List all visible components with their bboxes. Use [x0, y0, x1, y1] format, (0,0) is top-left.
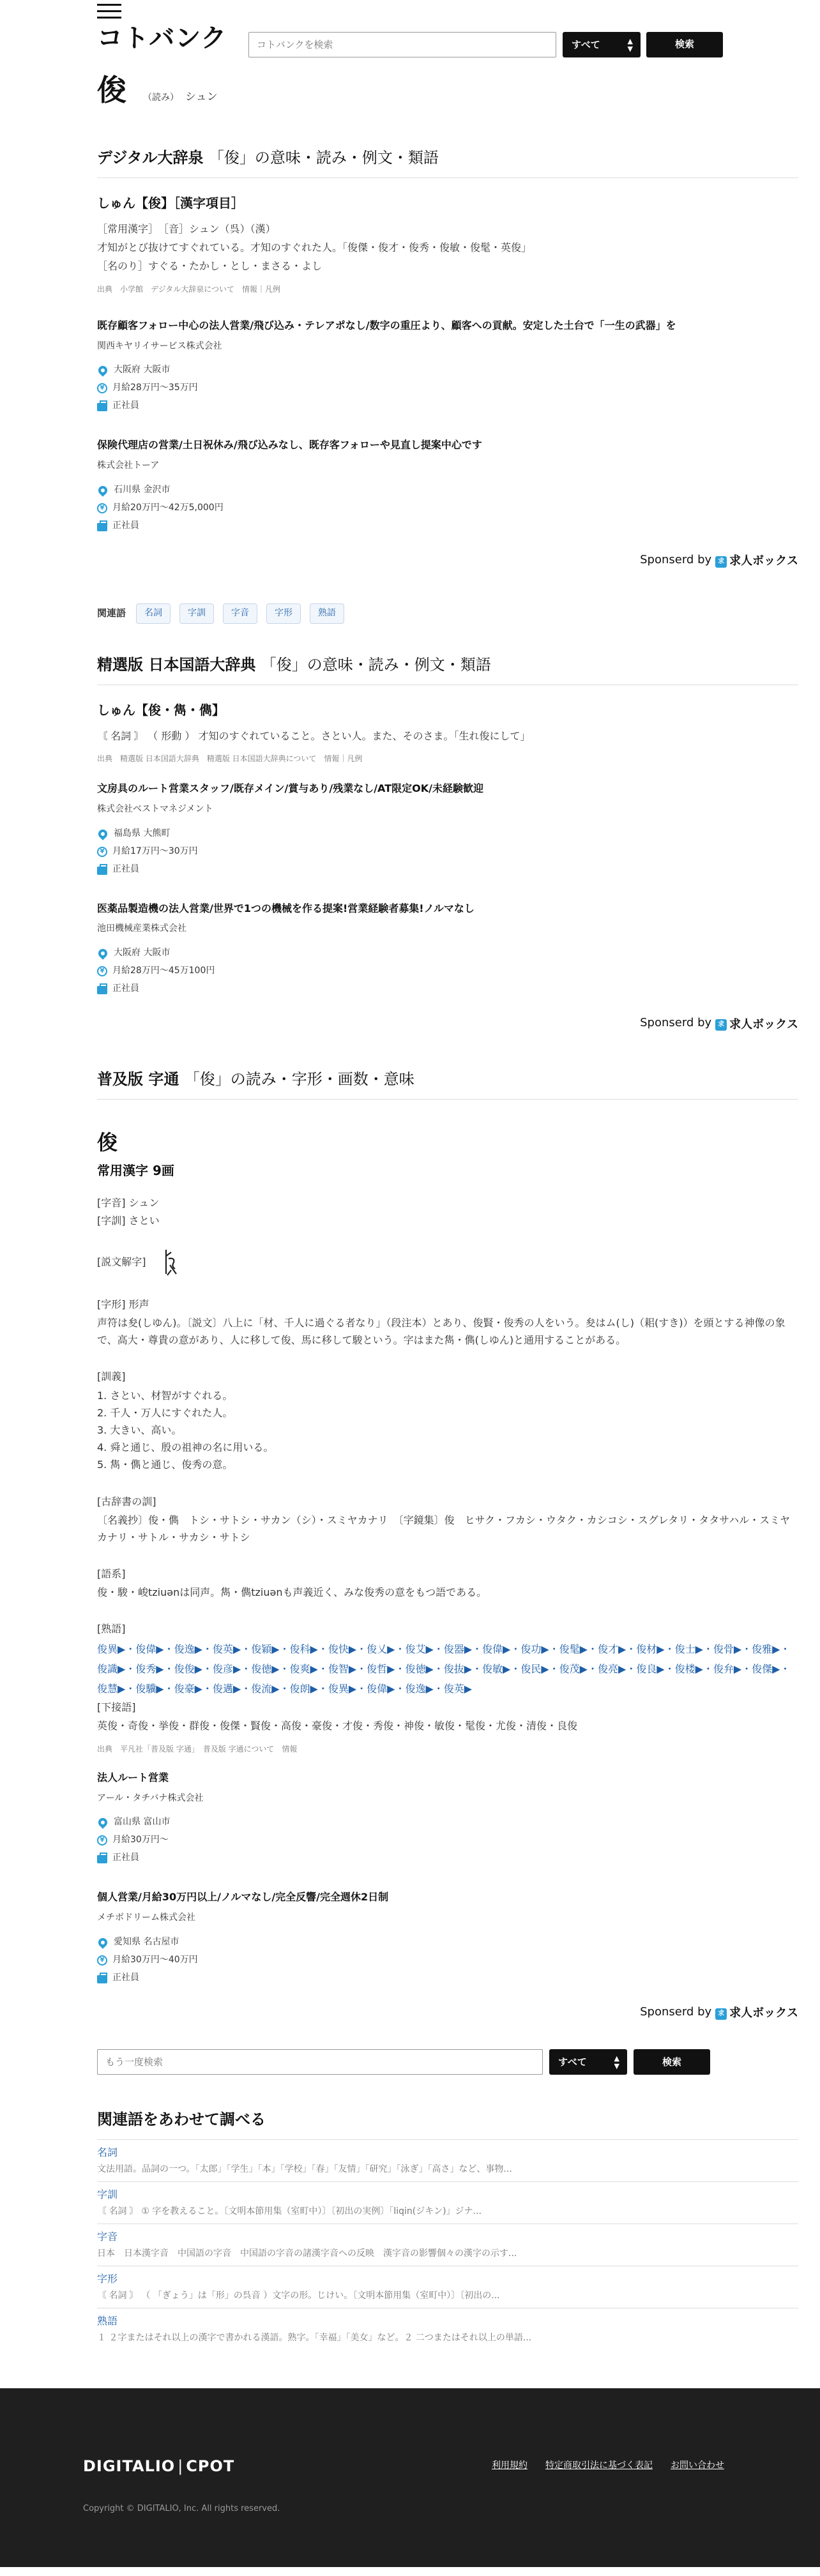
job-location: 大阪府 大阪市 — [114, 365, 171, 375]
jukugo-heading: [熟語] — [97, 1623, 126, 1635]
sponsor-text: Sponserd by — [640, 1015, 712, 1029]
job-location: 愛知県 名古屋市 — [114, 1936, 179, 1947]
related-term-desc: 文法用語。品詞の一つ。「太郎」「学生」「本」「学校」「春」「友情」「研究」「泳ぎ」「高さ」など、事物... — [97, 2164, 512, 2175]
dict-name: 精選版 日本国語大辞典 — [97, 655, 256, 674]
location-pin-icon — [96, 364, 109, 377]
site-logo[interactable]: コトバンク — [97, 24, 227, 53]
job-title[interactable]: 医薬品製造機の法人営業/世界で1つの機械を作る提案!営業経験者募集!ノルマなし — [97, 902, 475, 914]
location-pin-icon — [96, 828, 109, 840]
job-meta — [97, 944, 798, 998]
jikei-heading: [字形] 形声 — [97, 1298, 149, 1310]
copyright: Copyright © DIGITALIO, Inc. All rights reserved. — [83, 2503, 280, 2513]
kungi-heading: [訓義] — [97, 1370, 126, 1383]
briefcase-icon — [97, 986, 107, 994]
search-input[interactable] — [248, 32, 556, 57]
yen-icon: ¥ — [97, 383, 107, 393]
related-term-name[interactable]: 名詞 — [97, 2146, 118, 2158]
footer-logo-sep: | — [178, 2457, 184, 2475]
job-salary: 月給28万円～35万円 — [112, 383, 198, 393]
job-title[interactable]: 個人営業/月給30万円以上/ノルマなし/完全反響/完全週休2日制 — [97, 1891, 389, 1904]
job-meta — [97, 825, 798, 879]
job-type: 正社員 — [112, 1972, 139, 1983]
related-tag[interactable]: 字音 — [223, 603, 257, 624]
select-arrows-icon: ▲ ▼ — [627, 37, 633, 54]
reading-label: （読み） — [143, 93, 179, 103]
briefcase-icon — [97, 867, 107, 875]
sponsor-brand-name: 求人ボックス — [729, 554, 798, 568]
related-tag[interactable]: 字形 — [266, 603, 301, 624]
related-terms-list — [97, 2139, 798, 2350]
dict-subtitle: 「俊」の読み・字形・画数・意味 — [184, 1070, 414, 1089]
kojisho-heading: [古辞書の訓] — [97, 1495, 156, 1508]
jukugo — [97, 1620, 798, 1734]
sponsor-brand[interactable] — [715, 2004, 798, 2024]
bottom-search-input[interactable] — [97, 2049, 543, 2075]
entry-heading: しゅん【俊】［漢字項目］ — [97, 195, 244, 211]
sponsor-brand[interactable] — [715, 552, 798, 572]
yen-icon: ¥ — [97, 847, 107, 857]
setsumon-label: [説文解字] — [97, 1255, 146, 1268]
search-button[interactable]: 検索 — [646, 32, 723, 57]
job-location: 福島県 大熊町 — [114, 828, 171, 838]
briefcase-icon — [97, 403, 107, 411]
briefcase-icon — [97, 1975, 107, 1983]
gokei-body: 俊・駿・峻tziuənは同声。雋・儁tziuənも声義近く、みな俊秀の意をもつ語である。 — [97, 1586, 487, 1599]
jitsu-grade: 常用漢字 9画 — [97, 1163, 174, 1179]
reading-value: シュン — [185, 91, 218, 103]
kojisho-body: 〔名義抄〕俊・儁 トシ・サトシ・サカン（シ）・スミヤカナリ 〔字鏡集〕俊 ヒサク・フカシ・ウタク・カシコシ・スグレタリ・タタサハル・スミヤカナリ・サトル・サカシ・サトシ — [97, 1513, 791, 1543]
job-salary: 月給17万円～30万円 — [112, 845, 198, 856]
entry-body: 〘 名詞 〙 （ 形動 ） 才知のすぐれていること。さとい人。また、そのさま。「生れ俊にして」 — [97, 729, 531, 742]
select-label: すべて — [558, 2056, 587, 2068]
location-pin-icon — [96, 484, 109, 497]
jukugo-list[interactable]: 俊異▶・俊偉▶・俊逸▶・俊英▶・俊穎▶・俊科▶・俊快▶・俊乂▶・俊艾▶・俊器▶・俊偉▶・俊功▶・俊髦▶・俊才▶・俊材▶・俊士▶・俊骨▶・俊雅▶・俊識▶・俊秀▶・俊俊▶・俊彦▶・俊徳▶・俊爽▶・俊智▶・俊哲▶・俊徳▶・俊抜▶・俊敏▶・俊民▶・俊茂▶・俊亮▶・俊良▶・俊楼▶・俊弁▶・俊傑▶・俊慧▶・俊驥▶・俊豪▶・俊邁▶・俊流▶・俊朗▶・俊異▶・俊偉▶・俊逸▶・俊英▶ — [97, 1642, 791, 1695]
job-list — [97, 780, 798, 998]
kungi-item: 1. さとい、材智がすぐれる。 — [97, 1389, 233, 1402]
job-card[interactable] — [97, 1889, 798, 1987]
kungi-item: 4. 舜と通じ、殷の祖神の名に用いる。 — [97, 1441, 274, 1454]
job-salary: 月給28万円～45万100円 — [112, 966, 215, 976]
entry-body — [97, 220, 798, 275]
job-location: 富山県 富山市 — [114, 1817, 171, 1828]
job-meta — [97, 1814, 798, 1867]
yen-icon: ¥ — [97, 966, 107, 976]
gokei-heading: [語系] — [97, 1568, 126, 1580]
job-company: 池田機械産業株式会社 — [97, 923, 186, 934]
job-meta — [97, 1934, 798, 1987]
job-company: 関西キヤリイサービス株式会社 — [97, 340, 222, 351]
sponsor-brand-name: 求人ボックス — [729, 2006, 798, 2020]
jitsu-readings — [97, 1194, 798, 1229]
hamburger-menu-icon[interactable] — [97, 4, 121, 19]
footer-link-contact[interactable]: お問い合わせ — [671, 2460, 724, 2471]
footer-link-tokusho[interactable]: 特定商取引法に基づく表記 — [545, 2460, 653, 2471]
job-company: 株式会社トーア — [97, 460, 160, 471]
headword-kanji: 俊 — [97, 73, 126, 107]
jikei-body: 声符は夋(しゆん)。〔説文〕八上に「材、千人に過ぐる者なり」（段注本）とあり、俊賢・俊秀の人をいう。夋はム(し)（耜(すき)）を頭とする神像の象で、高大・尊貴の意があり、人に移して俊、馬に移して駿という。字はまた雋・儁(しゆん)と通用することがある。 — [97, 1317, 786, 1347]
yen-icon: ¥ — [97, 503, 107, 513]
sponsor-text: Sponserd by — [640, 2004, 712, 2019]
kyujinbox-logo-icon: 求 — [715, 556, 727, 568]
entry-line[interactable]: ［常用漢字］ ［音］シュン（呉）（漢） — [97, 222, 276, 235]
job-list — [97, 1769, 798, 1987]
entry-line: ［名のり］すぐる・たかし・とし・まさる・よし — [97, 260, 323, 273]
related-term[interactable] — [97, 2266, 798, 2308]
kago-list: 英俊・奇俊・挙俊・群俊・俊傑・賢俊・高俊・豪俊・才俊・秀俊・神俊・敏俊・髦俊・尤俊・清俊・良俊 — [97, 1720, 578, 1732]
nikkoku-section-title — [97, 652, 798, 685]
related-term-name[interactable]: 字形 — [97, 2272, 118, 2285]
bottom-search-select[interactable] — [549, 2049, 627, 2075]
briefcase-icon — [97, 1855, 107, 1863]
sponsor-brand[interactable] — [715, 1015, 798, 1035]
job-type: 正社員 — [112, 983, 139, 994]
footer-logo-a: DIGITALIO — [83, 2457, 176, 2475]
headword — [97, 73, 798, 108]
jitsu-section-title — [97, 1066, 798, 1100]
job-salary: 月給30万円～ — [112, 1835, 169, 1845]
footer-logo-b: CPOT — [186, 2457, 235, 2475]
select-arrows-icon: ▲ ▼ — [614, 2054, 619, 2071]
briefcase-icon — [97, 523, 107, 531]
related-tag[interactable]: 名詞 — [136, 603, 171, 624]
related-term[interactable] — [97, 2308, 798, 2350]
entry-heading: しゅん【俊・雋・儁】 — [97, 702, 225, 718]
sponsor-line — [97, 2003, 798, 2024]
job-location: 石川県 金沢市 — [114, 484, 171, 495]
bottom-search-button[interactable]: 検索 — [634, 2049, 710, 2075]
related-term[interactable] — [97, 2224, 798, 2266]
gokei — [97, 1565, 798, 1601]
kungi-item: 5. 雋・儁と通じ、俊秀の意。 — [97, 1458, 233, 1471]
related-tag[interactable]: 字訓 — [179, 603, 214, 624]
job-card[interactable] — [97, 437, 798, 534]
dict-subtitle: 「俊」の意味・読み・例文・類語 — [261, 655, 491, 674]
search-category-select[interactable] — [563, 32, 641, 57]
related-tags-label: 関連語 — [97, 607, 126, 619]
kungi-item: 2. 千人・万人にすぐれた人。 — [97, 1406, 233, 1419]
job-title[interactable]: 法人ルート営業 — [97, 1771, 169, 1784]
daijisen-section-title — [97, 145, 798, 178]
job-card[interactable] — [97, 900, 798, 998]
footer-logo[interactable] — [83, 2453, 234, 2480]
related-tags — [97, 603, 798, 624]
job-company: 株式会社ベストマネジメント — [97, 803, 213, 814]
entry-line: 才知がとび抜けてすぐれている。才知のすぐれた人。「俊傑・俊才・俊秀・俊敏・俊髦・英俊」 — [97, 241, 532, 254]
sponsor-line — [97, 1013, 798, 1034]
location-pin-icon — [96, 1816, 109, 1829]
kyujinbox-logo-icon: 求 — [715, 2008, 727, 2020]
kojisho — [97, 1493, 798, 1547]
job-company: メチボドリーム株式会社 — [97, 1912, 195, 1923]
location-pin-icon — [96, 1936, 109, 1949]
job-salary: 月給30万円～40万円 — [112, 1954, 198, 1965]
kungi — [97, 1368, 798, 1473]
sponsor-text: Sponserd by — [640, 552, 712, 566]
related-term-desc: １ ２字またはそれ以上の漢字で書かれる漢語。熟字。「幸福」「美女」など。２ 二つまたはそれ以上の単語... — [97, 2332, 532, 2343]
setsumon — [97, 1248, 798, 1277]
job-type: 正社員 — [112, 863, 139, 874]
related-term-name[interactable]: 熟語 — [97, 2314, 118, 2327]
related-term[interactable] — [97, 2181, 798, 2224]
job-type: 正社員 — [112, 400, 139, 411]
sponsor-line — [97, 550, 798, 572]
job-card[interactable] — [97, 317, 798, 415]
job-list — [97, 317, 798, 535]
jikei — [97, 1296, 798, 1349]
main-content — [97, 73, 798, 2350]
job-company: アール・タチバナ株式会社 — [97, 1792, 204, 1803]
dict-name: デジタル大辞泉 — [97, 149, 204, 167]
sponsor-brand-name: 求人ボックス — [729, 1017, 798, 1031]
job-card[interactable] — [97, 780, 798, 878]
footer-link-terms[interactable]: 利用規約 — [492, 2460, 528, 2471]
job-type: 正社員 — [112, 1852, 139, 1863]
kyujinbox-logo-icon: 求 — [715, 1019, 727, 1031]
kungi-item: 3. 大きい、高い。 — [97, 1423, 182, 1436]
related-term-desc: 〘 名詞 〙 ① 字を教えること。〔文明本節用集（室町中）〕〔初出の実例〕「liqin(ジキン)」ジナ... — [97, 2206, 482, 2217]
related-terms-title: 関連語をあわせて調べる — [97, 2110, 266, 2129]
job-type: 正社員 — [112, 520, 139, 531]
yen-icon: ¥ — [97, 1955, 107, 1966]
related-term-name[interactable]: 字訓 — [97, 2188, 118, 2201]
source-note[interactable]: 出典 小学館 デジタル大辞泉について 情報｜凡例 — [97, 284, 281, 294]
related-term-name[interactable]: 字音 — [97, 2230, 118, 2243]
dict-name: 普及版 字通 — [97, 1070, 179, 1089]
dict-subtitle: 「俊」の意味・読み・例文・類語 — [208, 149, 439, 167]
job-location: 大阪府 大阪市 — [114, 948, 171, 958]
job-title[interactable]: 保険代理店の営業/土日祝休み/飛び込みなし、既存客フォローや見直し提案中心です — [97, 439, 482, 451]
kunyomi: [字訓] さとい — [97, 1214, 160, 1227]
select-label: すべて — [572, 39, 600, 50]
related-tag[interactable]: 熟語 — [310, 603, 344, 624]
related-term[interactable] — [97, 2139, 798, 2181]
job-card[interactable] — [97, 1769, 798, 1867]
job-title[interactable]: 文房具のルート営業スタッフ/既存メイン/賞与あり/残業なし/AT限定OK/未経験歓迎 — [97, 782, 483, 795]
jitsu-kanji: 俊 — [97, 1130, 118, 1155]
job-title[interactable]: 既存顧客フォロー中心の法人営業/飛び込み・テレアポなし/数字の重圧より、顧客への貢献。安定した土台で「一生の武器」を — [97, 319, 676, 331]
source-note[interactable]: 出典 精選版 日本国語大辞典 精選版 日本国語大辞典について 情報｜凡例 — [97, 754, 363, 763]
bottom-search — [97, 2049, 798, 2079]
job-meta — [97, 361, 798, 415]
location-pin-icon — [96, 947, 109, 960]
yen-icon: ¥ — [97, 1835, 107, 1845]
job-salary: 月給20万円～42万5,000円 — [112, 502, 224, 513]
footer-links — [474, 2459, 724, 2474]
related-term-desc: 〘 名詞 〙 （ 「ぎょう」は「形」の呉音 ）文字の形。じけい。〔文明本節用集（室町中）〕〔初出の... — [97, 2290, 500, 2301]
onyomi: [字音] シュン — [97, 1197, 160, 1209]
related-term-desc: 日本 日本漢字音 中国語の字音 中国語の字音の諸漢字音への反映 漢字音の影響個々の漢字の示す... — [97, 2248, 517, 2259]
source-note[interactable]: 出典 平凡社「普及版 字通」 普及版 字通について 情報 — [97, 1744, 298, 1754]
site-header — [0, 0, 820, 64]
job-meta — [97, 481, 798, 535]
site-footer — [0, 2388, 820, 2567]
kago-heading: [下接語] — [97, 1701, 136, 1714]
seal-script-glyph-icon — [162, 1248, 178, 1277]
